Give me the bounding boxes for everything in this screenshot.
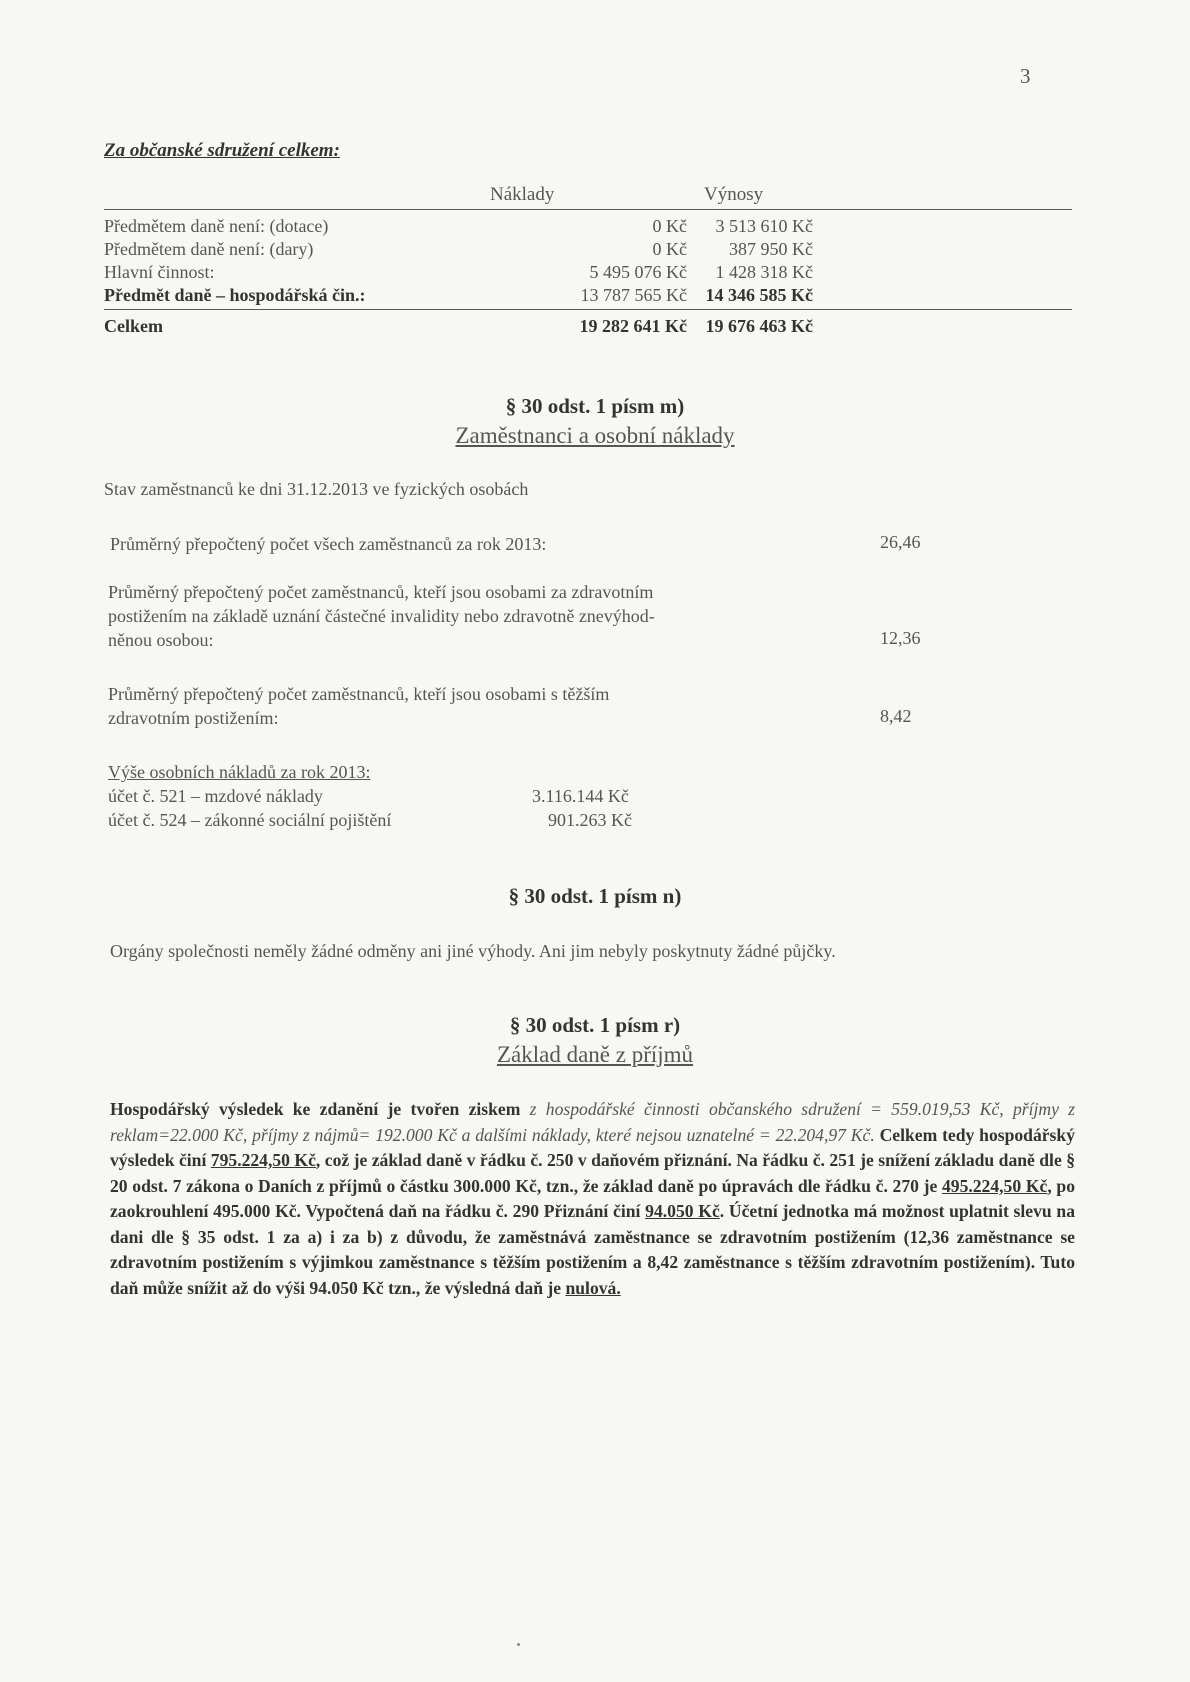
- personal-costs-title: Výše osobních nákladů za rok 2013:: [108, 762, 371, 782]
- cost-label-524: účet č. 524 – zákonné sociální pojištění: [108, 810, 392, 830]
- table-row: [104, 262, 1084, 284]
- text-run: . Účetní jednotka má možnost uplatnit slevu na dani dle § 35 odst. 1 za a) i za b) z důvodu, že zaměstnává zaměstnance se zdravotním postižením (12,36 zaměstnance se zdravotním postižením s výjimkou zaměstnance s těžším postižením a 8,42 zaměstnance s těžším zdravotním postižením). Tuto daň může snížit až do výši 94.050 Kč tzn., že výsledná daň je: [110, 1201, 1076, 1298]
- row-label: Předmětem daně není: (dotace): [104, 216, 329, 236]
- severely-disabled-employees-value: 8,42: [880, 706, 912, 726]
- column-header-naklady: Náklady: [490, 184, 555, 205]
- text-line: zdravotním postižením:: [108, 708, 279, 728]
- row-label: Hlavní činnost:: [104, 262, 215, 282]
- cost-value-521: 3.116.144 Kč: [532, 786, 629, 806]
- row-vynosy: 3 513 610 Kč: [715, 216, 813, 236]
- text-run: , po zaokrouhlení 495.000 Kč. Vypočtená daň na řádku č. 290 Přiznání činí: [110, 1175, 1075, 1221]
- text-line: něnou osobou:: [108, 630, 214, 650]
- row-naklady: 0 Kč: [652, 239, 687, 259]
- avg-employees-value: 26,46: [880, 532, 921, 552]
- text-line: postižením na základě uznání částečné invalidity nebo zdravotně znevýhod-: [108, 606, 655, 626]
- row-vynosy: 1 428 318 Kč: [715, 262, 813, 282]
- employee-state: Stav zaměstnanců ke dni 31.12.2013 ve fyzických osobách: [104, 479, 529, 499]
- column-header-vynosy: Výnosy: [704, 184, 764, 205]
- cost-value-524: 901.263 Kč: [548, 810, 632, 830]
- row-vynosy: 387 950 Kč: [729, 239, 813, 259]
- scan-speck: [517, 1643, 520, 1646]
- table-row: [104, 285, 1084, 307]
- section-r-subtitle: Základ daně z příjmů: [496, 1042, 694, 1067]
- table-row: [104, 239, 1084, 261]
- underlined-amount: 94.050 Kč: [645, 1201, 720, 1221]
- row-vynosy: 14 346 585 Kč: [705, 285, 813, 305]
- underlined-amount: 795.224,50 Kč: [210, 1150, 316, 1170]
- text-run-italic: z hospodářské činnosti občanského sdružení = 559.019,53 Kč, příjmy z reklam=22.000 Kč, příjmy z nájmů= 192.000 Kč a dalšími náklady, které nejsou uznatelné = 22.204,97 Kč.: [110, 1099, 1075, 1145]
- total-vynosy: 19 676 463 Kč: [705, 316, 813, 336]
- page-number: 3: [1020, 64, 1031, 88]
- tax-base-paragraph: [110, 1097, 1075, 1301]
- row-naklady: 13 787 565 Kč: [580, 285, 687, 305]
- disabled-employees-value: 12,36: [880, 628, 921, 648]
- severely-disabled-employees-label: [108, 682, 609, 730]
- section-n-paragraph: § 30 odst. 1 písm n): [508, 884, 682, 908]
- text-line: Průměrný přepočtený počet zaměstnanců, kteří jsou osobami s těžším: [108, 684, 610, 704]
- total-label: Celkem: [104, 316, 163, 336]
- section-m-subtitle: Zaměstnanci a osobní náklady: [455, 423, 735, 448]
- table-total-rule: [104, 309, 1072, 310]
- table-total-row: [104, 316, 1084, 338]
- table-row: [104, 216, 1084, 238]
- text-run: Celkem tedy hospodářský výsledek činí: [110, 1124, 1075, 1170]
- section-n-text: Orgány společnosti neměly žádné odměny ani jiné výhody. Ani jim nebyly poskytnuty žádné půjčky.: [110, 941, 836, 961]
- text-line: Průměrný přepočtený počet zaměstnanců, kteří jsou osobami za zdravotním: [108, 582, 654, 602]
- row-label: Předmět daně – hospodářská čin.:: [104, 285, 366, 305]
- text-run: , což je základ daně v řádku č. 250 v daňovém přiznání. Na řádku č. 251 je snížení základu daně dle § 20 odst. 7 zákona o Daních z příjmů o částku 300.000 Kč, tzn., že základ daně po úpravách dle řádku č. 270 je: [110, 1150, 1076, 1196]
- table-top-rule: [104, 209, 1072, 210]
- row-naklady: 5 495 076 Kč: [589, 262, 687, 282]
- section-r-heading: [0, 1013, 1190, 1068]
- underlined-amount: nulová.: [565, 1277, 621, 1298]
- row-naklady: 0 Kč: [652, 216, 687, 236]
- section-m-paragraph: § 30 odst. 1 písm m): [505, 394, 685, 418]
- row-label: Předmětem daně není: (dary): [104, 239, 314, 259]
- disabled-employees-label: [108, 580, 655, 652]
- cost-label-521: účet č. 521 – mzdové náklady: [108, 786, 323, 806]
- avg-employees-label: [110, 532, 546, 556]
- underlined-amount: 495.224,50 Kč: [941, 1175, 1048, 1196]
- total-naklady: 19 282 641 Kč: [579, 316, 687, 336]
- section-m-heading: [0, 394, 1190, 449]
- text-run: Hospodářský výsledek ke zdanění je tvořen ziskem: [110, 1099, 530, 1119]
- summary-title: Za občanské sdružení celkem:: [104, 140, 340, 161]
- text-line: Průměrný přepočtený počet všech zaměstnanců za rok 2013:: [110, 534, 547, 554]
- section-r-paragraph: § 30 odst. 1 písm r): [509, 1013, 681, 1037]
- section-n-heading: [0, 884, 1190, 909]
